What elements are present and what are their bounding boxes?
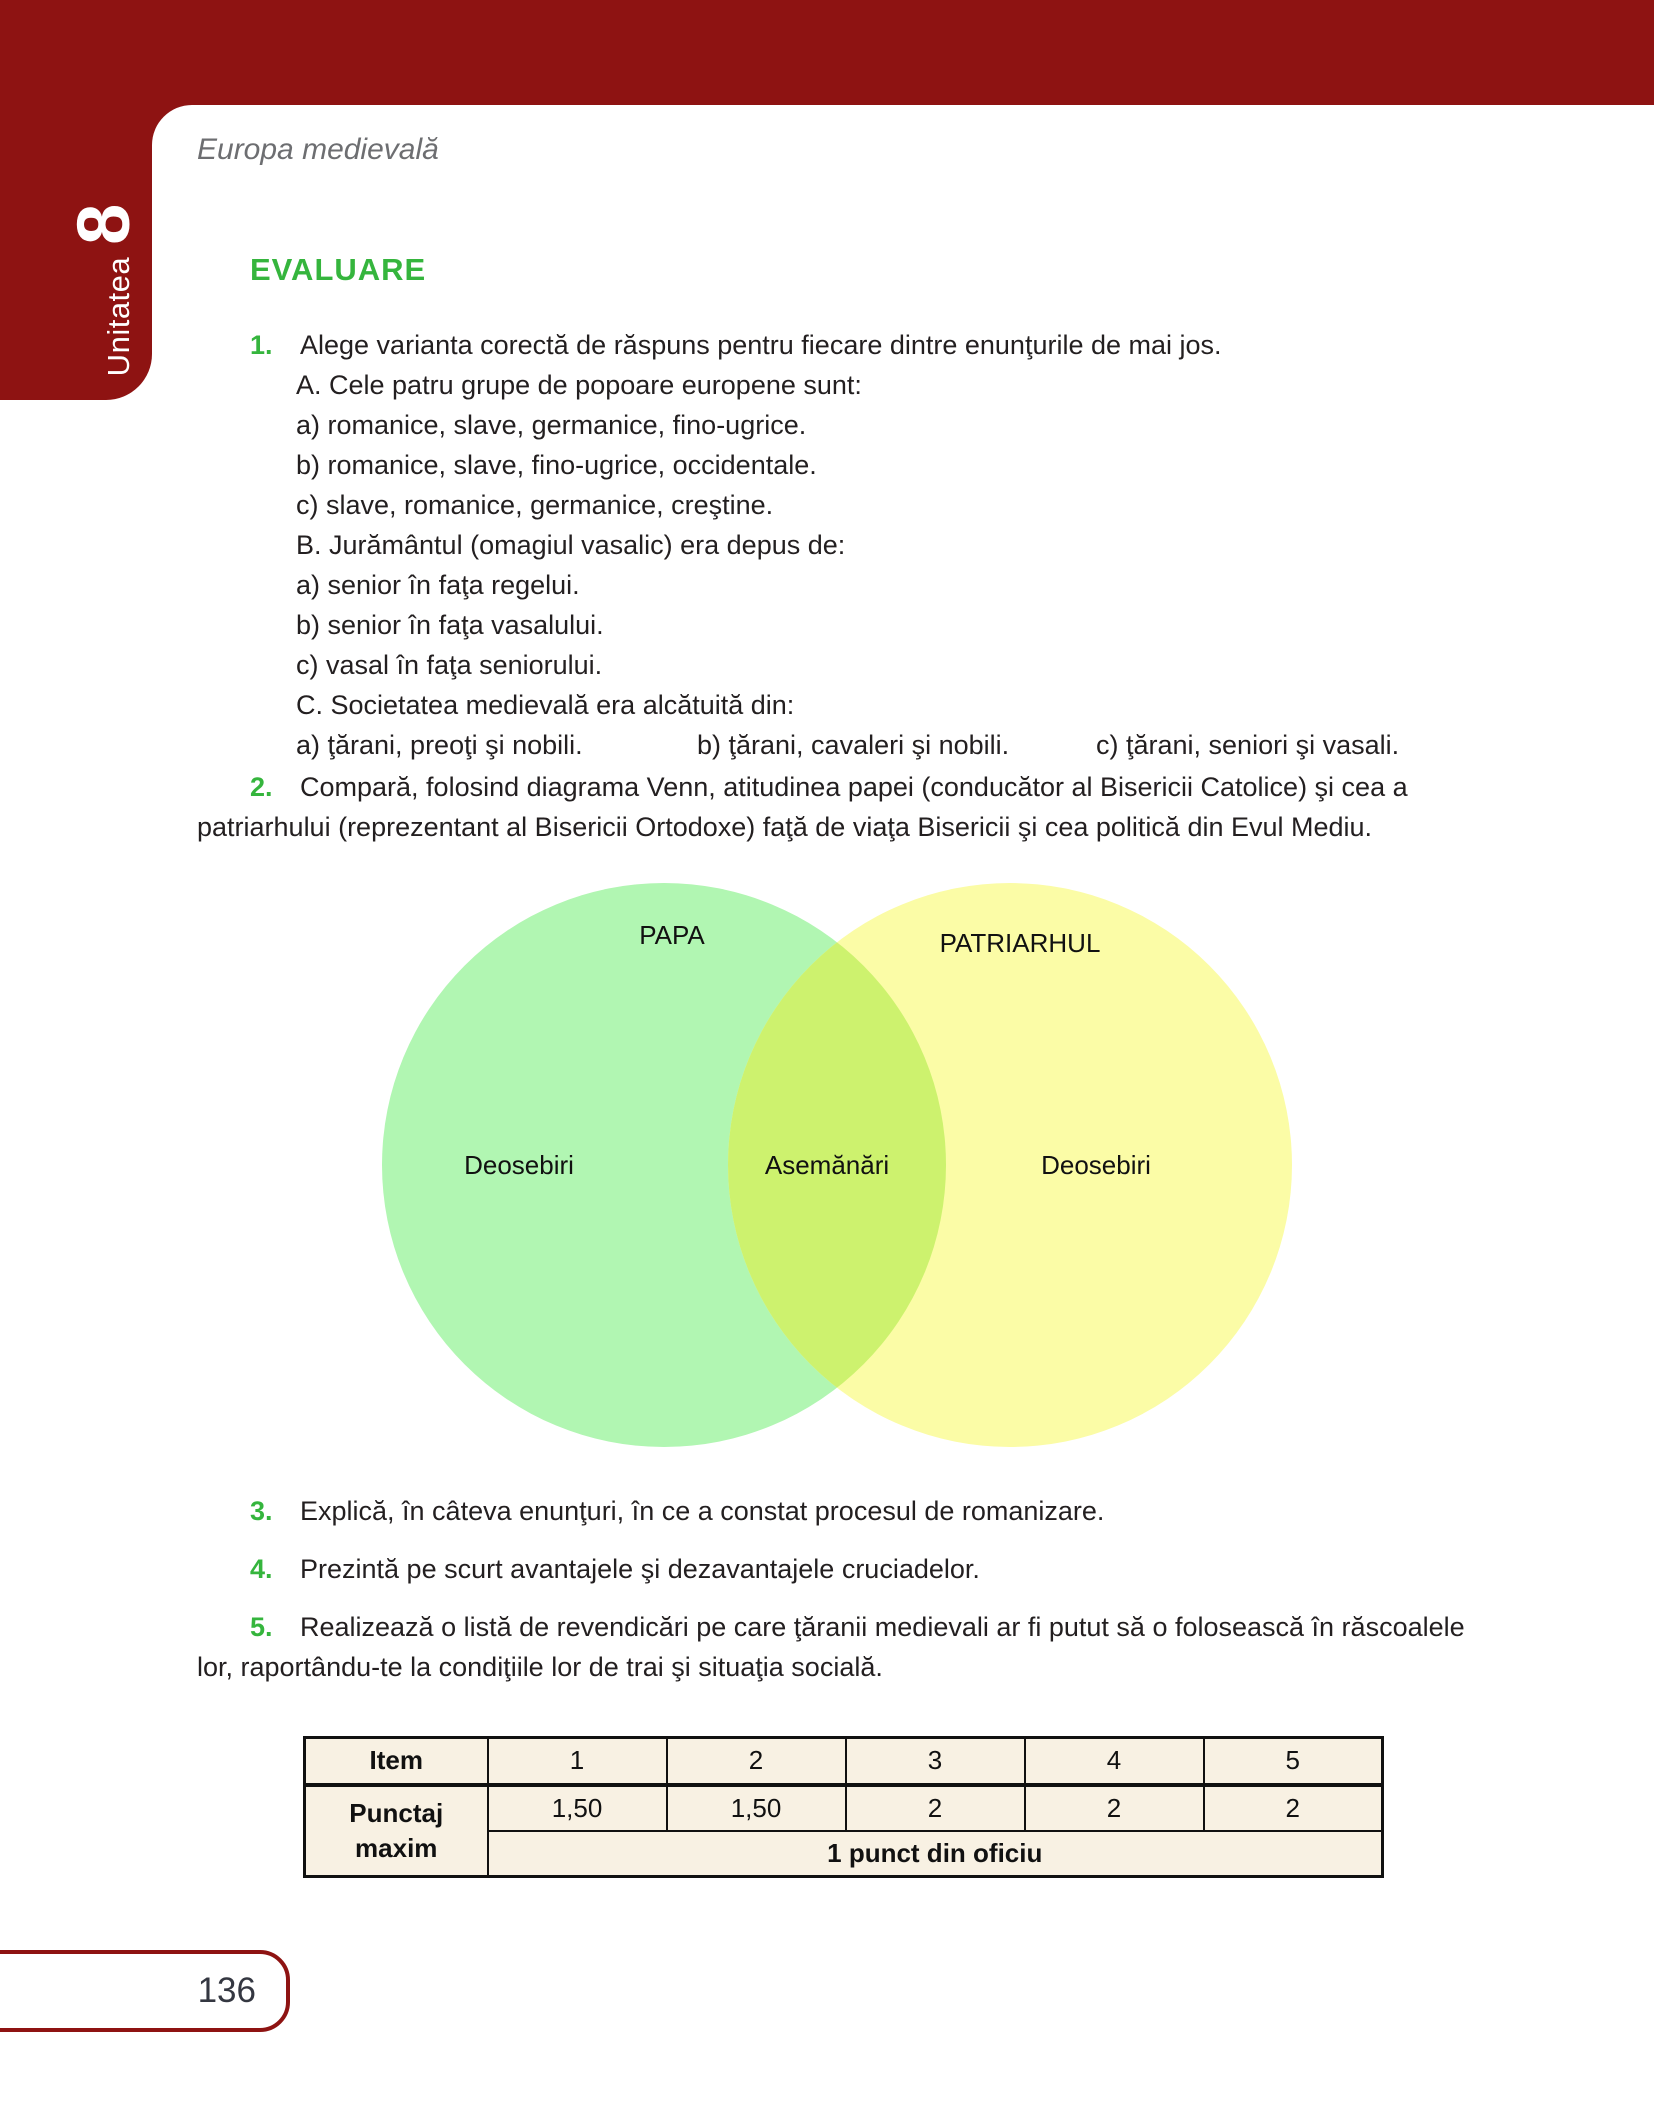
- table-value-cell: 1,50: [488, 1785, 667, 1831]
- table-footer-cell: 1 punct din oficiu: [488, 1831, 1383, 1877]
- question-1-sub-line: b) senior în faţa vasalului.: [296, 610, 604, 640]
- question-1-sub-line: b) romanice, slave, fino-ugrice, occidentale.: [296, 450, 817, 480]
- question-2-line2: patriarhului (reprezentant al Bisericii Ortodoxe) faţă de viaţa Bisericii şi cea politică din Evul Mediu.: [197, 812, 1373, 842]
- score-table: [303, 1736, 1384, 1878]
- chapter-header: Europa medievală: [197, 133, 439, 166]
- venn-right-label: Deosebiri: [1041, 1150, 1151, 1180]
- unit-number: 8: [62, 203, 145, 245]
- page-title: EVALUARE: [250, 252, 427, 287]
- question-1-sub-line: C. Societatea medievală era alcătuită din:: [296, 690, 795, 720]
- table-header-cell: Item: [305, 1738, 488, 1785]
- venn-right-title: PATRIARHUL: [939, 928, 1101, 958]
- unit-spine: [62, 168, 157, 412]
- question-2-line1: Compară, folosind diagrama Venn, atitudinea papei (conducător al Bisericii Catolice) şi cea a: [300, 772, 1408, 802]
- top-banner: [0, 0, 1654, 105]
- question-5-line2: lor, raportându-te la condiţiile lor de trai şi situaţia socială.: [197, 1652, 883, 1682]
- question-1-sub-line: A. Cele patru grupe de popoare europene sunt:: [296, 370, 862, 400]
- question-5-number: 5.: [250, 1612, 273, 1642]
- question-4-number: 4.: [250, 1554, 273, 1584]
- question-3-number: 3.: [250, 1496, 273, 1526]
- question-1-option-b: b) ţărani, cavaleri şi nobili.: [697, 730, 1010, 760]
- table-header-cell: 1: [488, 1738, 667, 1785]
- venn-left-title: PAPA: [639, 920, 705, 950]
- table-header-cell: 2: [667, 1738, 846, 1785]
- question-1-number: 1.: [250, 330, 273, 360]
- question-4-text: Prezintă pe scurt avantajele şi dezavantajele cruciadelor.: [300, 1554, 980, 1584]
- unit-label: Unitatea: [101, 256, 136, 377]
- table-header-cell: 3: [846, 1738, 1025, 1785]
- table-value-cell: 2: [1204, 1785, 1383, 1831]
- table-value-cell: 2: [1025, 1785, 1204, 1831]
- table-row-label: Punctaj maxim: [305, 1785, 488, 1877]
- question-1-sub-line: a) romanice, slave, germanice, fino-ugrice.: [296, 410, 807, 440]
- question-1-intro: Alege varianta corectă de răspuns pentru fiecare dintre enunţurile de mai jos.: [300, 330, 1222, 360]
- question-1-option-a: a) ţărani, preoţi şi nobili.: [296, 730, 583, 760]
- question-1-sub-line: B. Jurământul (omagiul vasalic) era depus de:: [296, 530, 846, 560]
- page-number: 136: [197, 1971, 256, 2010]
- question-1-sub-line: c) slave, romanice, germanice, creştine.: [296, 490, 774, 520]
- question-3-text: Explică, în câteva enunţuri, în ce a constat procesul de romanizare.: [300, 1496, 1105, 1526]
- page-number-box: [0, 1950, 290, 2032]
- venn-left-label: Deosebiri: [464, 1150, 574, 1180]
- table-header-row: [305, 1738, 1383, 1785]
- question-1-option-c: c) ţărani, seniori şi vasali.: [1096, 730, 1400, 760]
- question-1-sub-line: a) senior în faţa regelui.: [296, 570, 580, 600]
- table-value-cell: 2: [846, 1785, 1025, 1831]
- table-header-cell: 5: [1204, 1738, 1383, 1785]
- question-5-line1: Realizează o listă de revendicări pe care ţăranii medievali ar fi putut să o folosească în răscoalele: [300, 1612, 1465, 1642]
- venn-center-label: Asemănări: [764, 1150, 890, 1180]
- table-header-cell: 4: [1025, 1738, 1204, 1785]
- table-values-row: [305, 1785, 1383, 1831]
- question-2-number: 2.: [250, 772, 273, 802]
- question-1-sub-line: c) vasal în faţa seniorului.: [296, 650, 603, 680]
- table-value-cell: 1,50: [667, 1785, 846, 1831]
